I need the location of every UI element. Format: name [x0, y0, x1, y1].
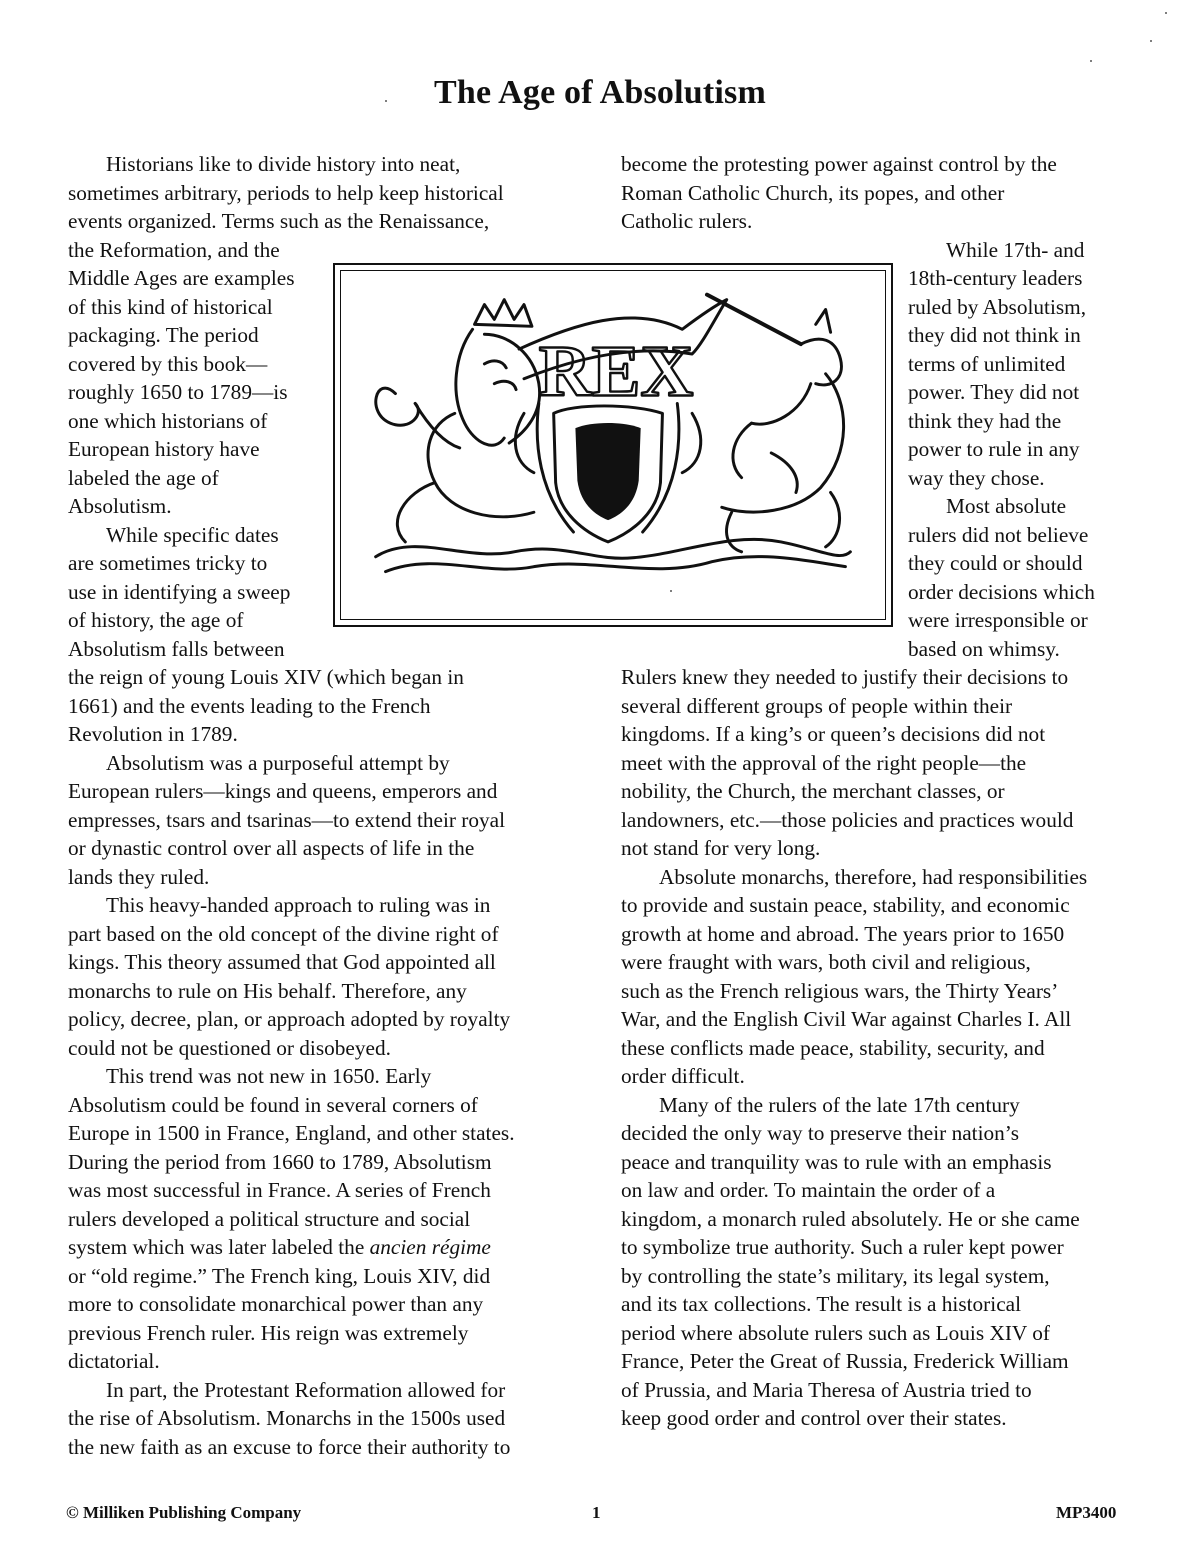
text-line: Absolutism could be found in several corners of — [68, 1092, 478, 1117]
text-line: This heavy-handed approach to ruling was in — [106, 893, 491, 917]
text-line: or dynastic control over all aspects of life in the — [68, 836, 475, 860]
text-line: sometimes arbitrary, periods to help keep historical — [68, 180, 504, 205]
text-line: they could or should — [908, 551, 1083, 575]
scan-speck — [1150, 40, 1152, 42]
text-line: 1661) and the events leading to the French — [68, 693, 431, 718]
text-line: Absolute monarchs, therefore, had responsibilities — [659, 864, 1088, 889]
text-line: period where absolute rulers such as Louis XIV of — [621, 1320, 1050, 1345]
text-line: roughly 1650 to 1789—is — [68, 380, 288, 404]
text-line: were fraught with wars, both civil and religious, — [621, 950, 1031, 974]
text-line: the Reformation, and the — [68, 237, 280, 262]
text-line: growth at home and abroad. The years prior to 1650 — [621, 921, 1065, 946]
text-line: to provide and sustain peace, stability, and economic — [621, 893, 1070, 917]
text-line: more to consolidate monarchical power than any — [68, 1292, 484, 1316]
text-line: policy, decree, plan, or approach adopted by royalty — [68, 1007, 511, 1031]
text-line: War, and the English Civil War against Charles I. All — [621, 1007, 1072, 1031]
text-line: 18th-century leaders — [908, 266, 1083, 290]
page-title: The Age of Absolutism — [434, 74, 766, 111]
text-line: or “old regime.” The French king, Louis XIV, did — [68, 1263, 491, 1288]
shield-fill — [575, 423, 640, 520]
text-line: kings. This theory assumed that God appointed all — [68, 950, 496, 974]
scan-speck — [670, 590, 672, 592]
text-line: not stand for very long. — [621, 836, 821, 860]
text-line: European history have — [68, 437, 260, 461]
text-line: European rulers—kings and queens, emperors and — [68, 779, 498, 803]
text-line: the reign of young Louis XIV (which began in — [68, 665, 464, 689]
text-line: While 17th- and — [946, 237, 1085, 262]
text-line: This trend was not new in 1650. Early — [106, 1064, 432, 1088]
text-line: kingdom, a monarch ruled absolutely. He or she came — [621, 1206, 1080, 1231]
text-line: the new faith as an excuse to force their authority to — [68, 1434, 511, 1459]
text-line: are sometimes tricky to — [68, 551, 268, 575]
text-line: France, Peter the Great of Russia, Frederick William — [621, 1349, 1069, 1373]
text-line: decided the only way to preserve their nation’s — [621, 1121, 1020, 1145]
text-line: terms of unlimited — [908, 351, 1066, 376]
left-column-top — [68, 150, 588, 236]
text-line: think they had the — [908, 408, 1062, 433]
text-line: were irresponsible or — [908, 608, 1088, 632]
text-line: part based on the old concept of the divine right of — [68, 921, 499, 946]
text-line: Absolutism falls between — [68, 636, 285, 661]
text-line: power. They did not — [908, 380, 1080, 404]
text-line: become the protesting power against control by the — [621, 152, 1057, 176]
text-line: power to rule in any — [908, 437, 1080, 461]
italic-term: ancien régime — [369, 1235, 491, 1259]
footer-publisher: © Milliken Publishing Company — [66, 1503, 302, 1522]
right-column-wrap — [908, 236, 1108, 664]
text-line: keep good order and control over their states. — [621, 1406, 1007, 1430]
scan-speck — [1165, 12, 1167, 14]
royal-coat-of-arms-icon — [335, 265, 891, 625]
text-line: and its tax collections. The result is a historical — [621, 1292, 1022, 1316]
text-line: Roman Catholic Church, its popes, and other — [621, 180, 1005, 205]
left-column-wrap — [68, 236, 330, 664]
text-line: of Prussia, and Maria Theresa of Austria tried to — [621, 1377, 1032, 1402]
text-line: Europe in 1500 in France, England, and other states. — [68, 1121, 515, 1145]
text-line: dictatorial. — [68, 1349, 160, 1373]
text-line: by controlling the state’s military, its legal system, — [621, 1263, 1050, 1288]
text-line: lands they ruled. — [68, 864, 210, 889]
text-line: peace and tranquility was to rule with an emphasis — [621, 1149, 1052, 1174]
text-line: Rulers knew they needed to justify their decisions to — [621, 665, 1069, 689]
text-line: While specific dates — [106, 522, 279, 547]
banner-text: REX — [538, 330, 694, 412]
text-line: these conflicts made peace, stability, security, and — [621, 1035, 1045, 1060]
text-line: kingdoms. If a king’s or queen’s decisions did not — [621, 722, 1046, 746]
text-line: of history, the age of — [68, 608, 244, 632]
text-line: Middle Ages are examples — [68, 266, 295, 290]
text-line: rulers developed a political structure and social — [68, 1206, 471, 1231]
text-line: rulers did not believe — [908, 522, 1089, 547]
text-line: order difficult. — [621, 1064, 745, 1088]
text-line: nobility, the Church, the merchant classes, or — [621, 779, 1005, 803]
text-line: Revolution in 1789. — [68, 722, 238, 746]
text-line: labeled the age of — [68, 465, 219, 490]
text-line: was most successful in France. A series of French — [68, 1178, 491, 1202]
text-line: In part, the Protestant Reformation allowed for — [106, 1377, 506, 1402]
text-line: the rise of Absolutism. Monarchs in the 1500s used — [68, 1406, 506, 1430]
scan-speck — [385, 100, 387, 102]
text-line: previous French ruler. His reign was extremely — [68, 1320, 469, 1345]
text-line: Absolutism. — [68, 494, 172, 518]
right-column-bottom — [621, 663, 1141, 1433]
text-line: Most absolute — [946, 494, 1067, 518]
text-line: several different groups of people within their — [621, 693, 1013, 718]
text-line: Catholic rulers. — [621, 209, 753, 233]
right-column-top — [621, 150, 1141, 236]
text-line: they did not think in — [908, 323, 1081, 347]
coat-of-arms-illustration — [333, 263, 893, 627]
footer-page-number: 1 — [592, 1503, 601, 1522]
text-line — [68, 1233, 588, 1262]
text-line: ruled by Absolutism, — [908, 294, 1087, 319]
text-line: could not be questioned or disobeyed. — [68, 1035, 391, 1060]
text-line: of this kind of historical — [68, 294, 273, 319]
text-line: way they chose. — [908, 465, 1045, 490]
text-line: During the period from 1660 to 1789, Absolutism — [68, 1149, 492, 1174]
text-line: order decisions which — [908, 579, 1095, 604]
left-column-bottom — [68, 663, 588, 1461]
text-line: Absolutism was a purposeful attempt by — [106, 750, 450, 775]
text-line: Many of the rulers of the late 17th century — [659, 1092, 1020, 1117]
footer-code: MP3400 — [1056, 1503, 1117, 1522]
text-fragment: system which was later labeled the — [68, 1235, 370, 1259]
text-line: meet with the approval of the right people—the — [621, 750, 1027, 775]
text-line: Historians like to divide history into neat, — [106, 152, 461, 176]
text-line: use in identifying a sweep — [68, 579, 291, 604]
text-line: events organized. Terms such as the Renaissance, — [68, 209, 490, 233]
text-line: monarchs to rule on His behalf. Therefore, any — [68, 978, 467, 1003]
text-line: based on whimsy. — [908, 636, 1060, 661]
text-line: on law and order. To maintain the order of a — [621, 1178, 996, 1202]
text-line: covered by this book— — [68, 351, 268, 376]
text-line: one which historians of — [68, 408, 268, 433]
text-line: empresses, tsars and tsarinas—to extend their royal — [68, 807, 506, 832]
text-line: to symbolize true authority. Such a ruler kept power — [621, 1235, 1064, 1259]
scan-speck — [1090, 60, 1092, 62]
text-line: landowners, etc.—those policies and practices would — [621, 807, 1074, 832]
text-line: packaging. The period — [68, 323, 259, 347]
text-line: such as the French religious wars, the Thirty Years’ — [621, 978, 1059, 1003]
